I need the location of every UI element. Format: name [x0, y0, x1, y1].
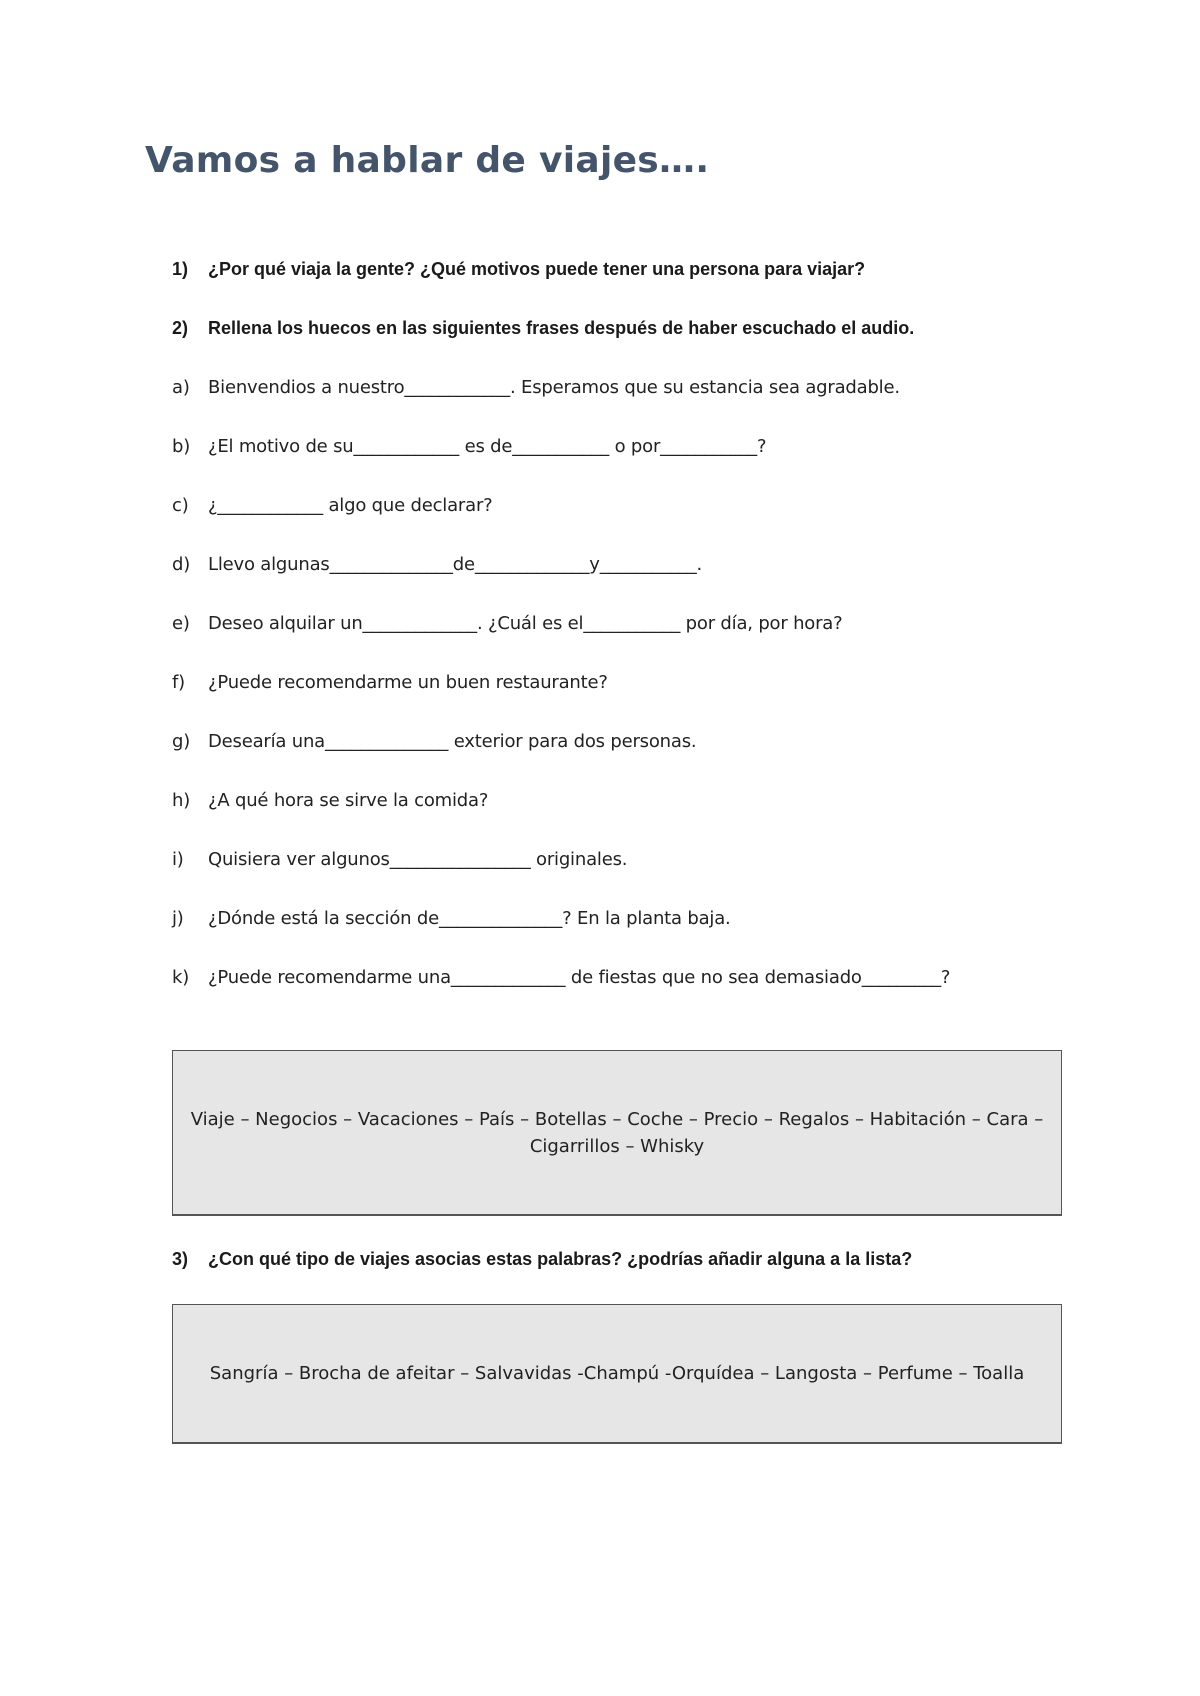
list-item	[172, 377, 900, 398]
word-bank-text: Viaje – Negocios – Vacaciones – País – Botellas – Coche – Precio – Regalos – Habitación – Cara – Cigarrillos – Whisky	[190, 1108, 1044, 1157]
question-text: ¿Por qué viaja la gente? ¿Qué motivos puede tener una persona para viajar?	[208, 259, 866, 279]
item-letter: d)	[172, 554, 191, 575]
list-item	[172, 908, 731, 929]
item-text: Quisiera ver algunos________________ originales.	[208, 849, 628, 870]
list-item	[172, 672, 608, 693]
list-item	[172, 613, 842, 634]
item-text: ¿Dónde está la sección de______________? En la planta baja.	[208, 908, 731, 929]
list-item	[172, 849, 627, 870]
list-item	[172, 790, 488, 811]
question-text: ¿Con qué tipo de viajes asocias estas palabras? ¿podrías añadir alguna a la lista?	[208, 1249, 913, 1269]
item-text: Desearía una______________ exterior para dos personas.	[208, 731, 697, 752]
item-text: Llevo algunas______________de_____________y___________.	[208, 554, 703, 575]
list-item	[172, 731, 696, 752]
item-text: ¿____________ algo que declarar?	[208, 495, 493, 516]
word-list-text: Sangría – Brocha de afeitar – Salvavidas -Champú -Orquídea – Langosta – Perfume – Toalla	[209, 1363, 1025, 1384]
question-1	[172, 259, 865, 280]
item-letter: e)	[172, 613, 190, 634]
list-item	[172, 495, 493, 516]
item-letter: a)	[172, 377, 190, 398]
item-text: Bienvendios a nuestro____________. Esperamos que su estancia sea agradable.	[208, 377, 900, 398]
list-item	[172, 436, 766, 457]
item-letter: b)	[172, 436, 191, 457]
item-letter: h)	[172, 790, 191, 811]
item-letter: j)	[172, 908, 184, 929]
item-text: ¿A qué hora se sirve la comida?	[208, 790, 489, 811]
list-item	[172, 967, 950, 988]
item-letter: k)	[172, 967, 190, 988]
question-3	[172, 1249, 912, 1270]
item-letter: f)	[172, 672, 185, 693]
question-text: Rellena los huecos en las siguientes frases después de haber escuchado el audio.	[208, 318, 915, 338]
question-number: 2)	[172, 318, 189, 338]
item-letter: g)	[172, 731, 191, 752]
word-list-box	[172, 1304, 1062, 1444]
item-letter: i)	[172, 849, 184, 870]
item-text: ¿El motivo de su____________ es de___________ o por___________?	[208, 436, 767, 457]
item-text: Deseo alquilar un_____________. ¿Cuál es el___________ por día, por hora?	[208, 613, 843, 634]
item-text: ¿Puede recomendarme un buen restaurante?	[208, 672, 608, 693]
list-item	[172, 554, 702, 575]
word-bank-box	[172, 1050, 1062, 1216]
question-number: 1)	[172, 259, 189, 279]
question-number: 3)	[172, 1249, 189, 1269]
item-text: ¿Puede recomendarme una_____________ de fiestas que no sea demasiado_________?	[208, 967, 951, 988]
question-2	[172, 318, 914, 339]
page-title: Vamos a hablar de viajes….	[145, 140, 710, 181]
item-letter: c)	[172, 495, 189, 516]
